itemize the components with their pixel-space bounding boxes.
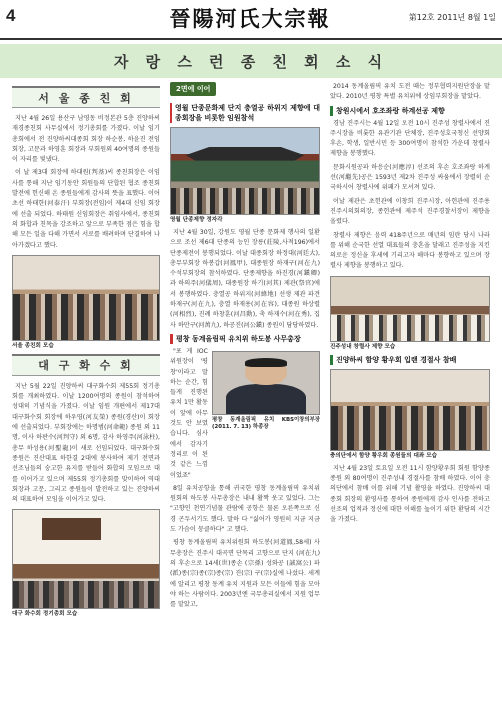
changnyeolsa-paragraph-4: 창렬사 제향은 음력 418주년으로 매년의 임란 당시 나라를 위해 순국한 선열 대표들의 충혼을 달래고 진주성을 지킨 의로운 정신을 후세에 기리고자 해마다 봉향하고 있으며 장렬사 제향을 봉행하고 있다. (330, 231, 490, 270)
issue-info: 第12호 2011년 8월 1일 (408, 13, 496, 22)
pyeongchang-intro (170, 347, 320, 484)
section-banner (0, 44, 502, 78)
daegu-paragraph-1: 지난 5월 22일 진양하씨 대구화수회 제55회 정기총회를 개최하였다. 이날 1200여명의 종원이 참석하여 성대히 기념식을 가졌다. 이날 임원 개편에서 제17대 대구화수회 회장에 하우영(河友榮) 종원(경산)이 회장에 선출되었다. 부회장에는 하명범(河命範) 종원 외 11명, 이사 하판수(河判守) 외 6명, 감사 하영주(河泳柱), 총무 하성용(河聖龍)이 새로 선임되었다. 대구화수회 종원은 진산대표 하한결 2대에 봉사하여 제기 전면과 선조님들의 숭고한 유지를 받들어 화합의 모임으로 대를 이어가고 있으며 제55회 정기총회를 맞이하여 역대 회장과 고문, 그리고 종원들이 발전하고 있는 진양하씨의 대표하여 모임을 이어가고 있다. (12, 382, 160, 504)
daegu-photo (12, 509, 160, 609)
column-middle (170, 82, 320, 613)
seoul-photo (12, 255, 160, 341)
article-headline-pyeongchang: 평창 동계올림픽 유치위 하도봉 사무총장 (170, 334, 320, 344)
seoul-section-title: 서 울 종 친 회 (12, 86, 160, 108)
changnyeolsa-photo (330, 276, 490, 342)
seoul-caption: 서울 종친회 모습 (12, 342, 54, 349)
pyeongchang-paragraph-3: 평창 동계올림픽 유치위원회 하도봉(河道鳳,58세) 사무총장은 진주시 대곡면 단목리 고향으로 단지 (河在九) 의 후손으로 14세(世)종손 (宗孫) 성와공 (誠窩公) 파(派)종(宗)종(宗)종(宗) 진(宗) 구(宗)실에 나섰다. 세계에 알리고 평창 동계 유치 지원과 모든 이들에 힘을 모아야 하는 사람이다. 2003년엔 국무총리실에서 지원 업무를 맡았고, (170, 539, 320, 609)
changnyeolsa-paragraph-2: 문화시원공파 하응순(河應淳) 선조의 후손 호조좌랑 하계선(河繼先)공은 1593년 제2차 진주성 싸움에서 장렬히 순국하시어 창렬사에 위패가 모셔져 있다. (330, 163, 490, 192)
article-headline-yeongwol: 영월 단종문화제 단지 충열공 하위지 제향에 대종회장을 비롯한 임원참석 (170, 103, 320, 123)
col3-intro: 2014 동계올림픽 유치 도전 때는 정부협력지원단장을 맡았다. 2010년 평창 특별 유치위에 상임부회장을 맡았다. (330, 83, 490, 101)
portrait-caption: 평창 동계올림픽 유치 KBS이창의부장(2011. 7. 13) 하종장 (212, 416, 320, 430)
newspaper-title: 晉陽河氏大宗報 (169, 6, 331, 31)
hamyang-paragraph-1: 지난 4월 23일 토요일 오전 11시 함양황우회 회원 함양종 종원 외 80여명이 진주성내 경절사를 참배 하였다. 이어 충의단에서 참배 이를 위해 기념 촬영을 하였다. 진양하씨 대종회 회장의 환영사를 통하여 종원에게 감사 인사를 전하고 선조의 업적과 정신에 대한 이해를 높이기 위한 환담의 시간을 가졌다. (330, 464, 490, 524)
newspaper-header (0, 0, 502, 40)
hamyang-caption: 충의단에서 함양 황우회 종원들의 대좌 모습 (330, 452, 438, 459)
pyeongchang-quote: "포 게 IOC 위원장이 '평창'이라고 말하는 순간, 힘들게 진행된 유치 1만 활동이 앞에 아무것도 안 보였습니다. 심사에서 감자기 정리로 이 된 것 같은 느낌이었죠" (170, 347, 208, 479)
changnyeolsa-paragraph-3: 이날 제관은 초헌관에 이창희 진주시장, 아헌관에 진주용 진주시의회의장, 종헌관에 제주석 진주경찰서장이 제향을 올렸다. (330, 197, 490, 226)
hamyang-photo (330, 369, 490, 451)
yeongwol-caption: 영월 단종제향 정자각 (170, 217, 223, 223)
portrait-photo (212, 351, 320, 415)
yeongwol-paragraph-1: 지난 4월 30일, 강원도 영월 단종 문화제 행사의 일환으로 조선 제6대 단종의 능인 장릉(莊陵,사적196)에서 단종제전이 봉행되었다. 이날 대종회장 하정대(河廷大), 총무부회장 하봉갑(河鳳甲), 대종원장 하재구(河在九) 수석부회장의 참석하였다. 단종제향을 하진경(河鎭卿)과 하의주(河儀周), 대종원장 하기(河其) 제관(祭官)에서 봉행하였다. 충열공 하위지(河緯地) 선생 제관 파견 하재구(河在九), 충열 하재용(河在容), 대종원 하상렬(河相烈), 진례 하창훈(河昌勳), 축 하재수(河在秀), 집사 하만구(河萬九), 하공진(河公鎭) 종원이 담당하였다. (170, 229, 320, 329)
article-headline-hamyang: 진양하씨 함양 황우회 입랜 경절사 참배 (330, 355, 490, 365)
yeongwol-photo (170, 127, 320, 215)
changnyeolsa-paragraph-1: 경남 진주시는 4월 12일 오전 10시 진주성 창렬사에서 진주시장을 비롯한 유관기관 단체장, 진주성호국청신 선양회 후손, 학생, 일반시민 등 300여명이 참석한 가운데 창렬사 제향을 봉행했다. (330, 119, 490, 158)
changnyeolsa-caption: 진주성내 창렬사 제향 모습 (330, 343, 396, 350)
column-left (12, 82, 160, 622)
seoul-paragraph-1: 지난 4월 26일 용산구 남영동 비정본관 5층 진양하씨 재경종친회 사무실에서 정기총회를 가졌다. 이날 임기총회에서 전 진양하씨대종회 회장 하순봉, 하윤진 전임회장, 고문과 하영훈 회장과 부회원외 40여명의 종원들이 자리를 빛냈다. (12, 115, 160, 164)
daegu-section-title: 대 구 화 수 회 (12, 354, 160, 376)
page-number: 4 (6, 6, 16, 25)
seoul-paragraph-2: 이 날 제3대 회장에 하대원(判基)씨 종친회장은 이임 사를 통해 지난 임기동안 회원들의 단합된 협조 종친회 발전에 헌신해 온 종원들에게 감사의 뜻을 표했다. 이어 초선 하태한(河泰汗) 부회장(전임)이 제4대 신임 회장에 선출 되었다. 하태원 신임회장은 취임사에서, 종친회의 화합과 친목을 강조하고 앞으로 부족한 점은 힘을 합해 모든 일을 다해 가면서 서로를 배려하며 단결하여 나아가겠다고 했다. (12, 169, 160, 249)
banner-title: 자 랑 스 런 종 친 회 소 식 (113, 52, 389, 71)
column-right (330, 82, 490, 529)
pyeongchang-photo-block (212, 347, 320, 484)
article-headline-changnyeolsa: 창원시에서 호조좌랑 하계선공 제향 (330, 106, 490, 116)
continued-tag: 2면에 이어 (170, 82, 216, 96)
pyeongchang-paragraph-2: 8일 유치공항을 통해 귀국한 평창 동계올림픽 유치위원회의 하도봉 사무총장은 내내 활짝 웃고 있었다. 그는 "고향인 천연기념물 관람에 공항은 물론 오른쪽으로 신경 곤두서기도 했다. 말하 다 "싫어가 영원히 지금 지금도 가슴이 뭉클하다" 고 했다. (170, 484, 320, 534)
daegu-caption: 대구 화수회 정기총회 모습 (12, 611, 78, 618)
